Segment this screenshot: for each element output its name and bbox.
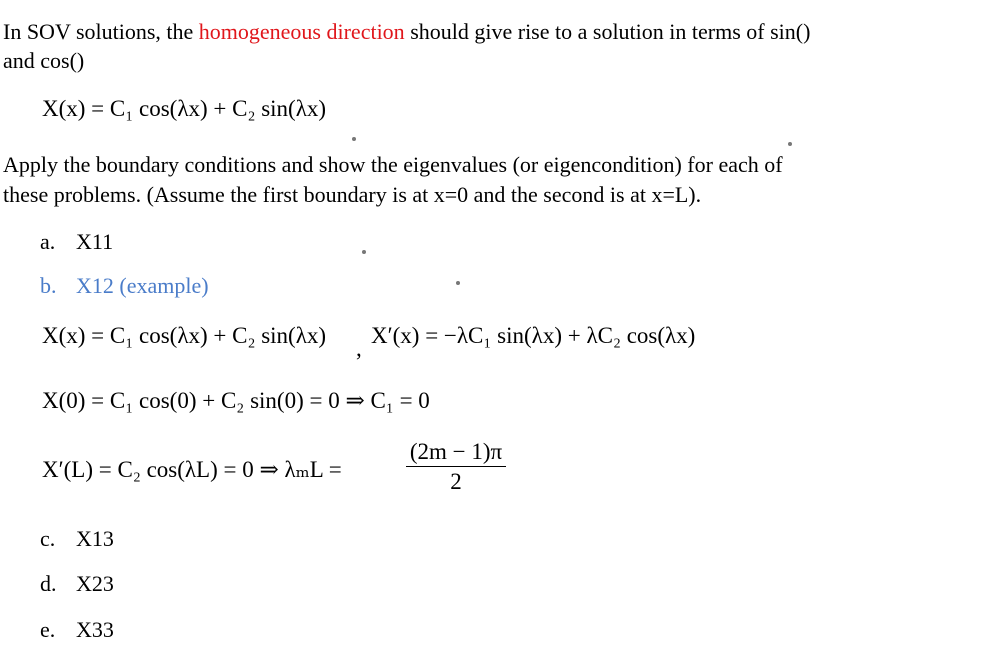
instructions-line-2: these problems. (Assume the first boundary is at x=0 and the second is at x=L).: [3, 182, 702, 207]
equation-comma: ,: [356, 336, 362, 361]
homogeneous-direction-highlight: homogeneous direction: [198, 19, 405, 44]
list-item-d: d. X23: [40, 571, 114, 596]
list-item-c: c. X13: [40, 526, 114, 551]
list-item-e: e. X33: [40, 617, 114, 642]
fraction-denominator: 2: [450, 469, 462, 494]
stray-dot: [456, 281, 460, 285]
general-solution-equation: X(x) = C₁ cos(λx) + C₂ sin(λx): [42, 96, 327, 121]
intro-line-2: and cos(): [3, 48, 85, 73]
derivative-equation: X′(x) = −λC₁ sin(λx) + λC₂ cos(λx): [371, 323, 696, 348]
intro-line-1: In SOV solutions, the homogeneous direction should give rise to a solution in terms of sin(): [3, 19, 811, 44]
example-solution-equation: X(x) = C₁ cos(λx) + C₂ sin(λx): [42, 323, 327, 348]
stray-dot: [362, 250, 366, 254]
instructions-line-1: Apply the boundary conditions and show the eigenvalues (or eigencondition) for each of: [3, 152, 783, 177]
stray-dot: [352, 137, 356, 141]
eigenvalue-fraction: [406, 438, 506, 497]
fraction-numerator: (2m − 1)π: [409, 439, 503, 464]
list-item-b: b. X12 (example): [40, 273, 209, 298]
list-item-a: a. X11: [40, 229, 114, 254]
boundary-condition-1-equation: X(0) = C₁ cos(0) + C₂ sin(0) = 0 ⇒ C₁ = 0: [42, 388, 430, 413]
boundary-condition-2-equation: X′(L) = C₂ cos(λL) = 0 ⇒ λₘL =: [42, 457, 342, 482]
stray-dot: [788, 142, 792, 146]
